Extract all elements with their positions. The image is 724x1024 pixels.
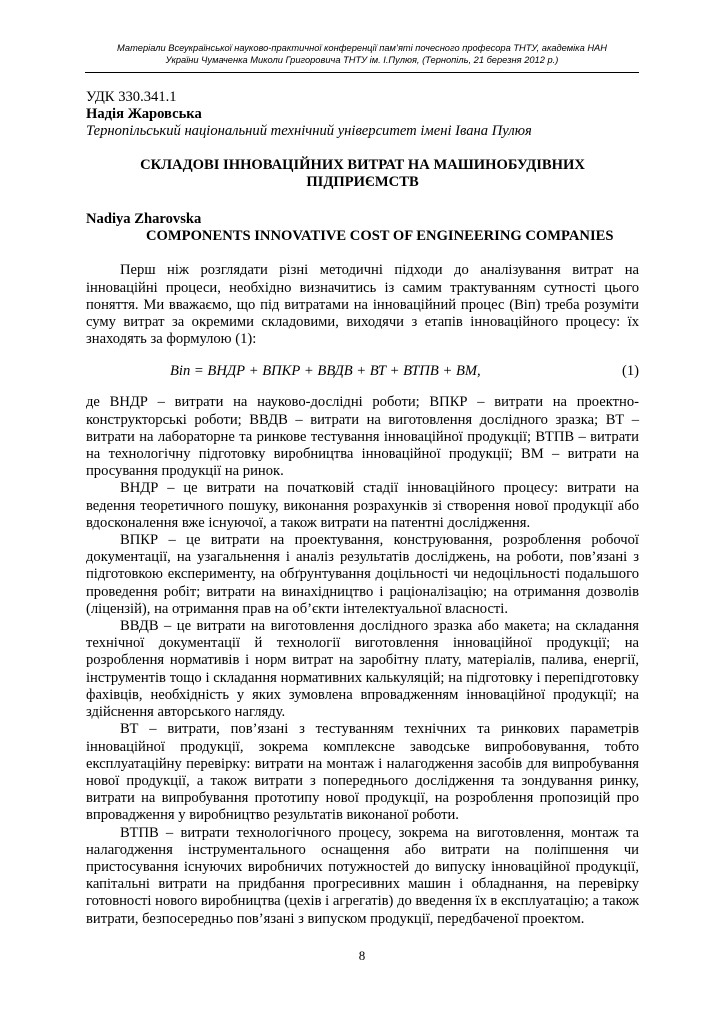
header-line-1: Матеріали Всеукраїнської науково-практичної конференції пам’яті почесного професора ТНТУ, академіка НАН	[117, 43, 607, 53]
paragraph-intro: Перш ніж розглядати різні методичні підходи до аналізування витрат на інноваційні процеси, необхідно визначитись із самим трактуванням сутності цього поняття. Ми вважаємо, що під витратами на інноваційний процес (Віп) треба розуміти суму витрат за окремими складовими, виходячи з етапів інноваційного процесу: їх знаходять за формулою (1):	[86, 262, 639, 348]
paragraph-definitions: де ВНДР – витрати на науково-дослідні роботи; ВПКР – витрати на проектно-конструкторські роботи; ВВДВ – витрати на виготовлення дослідного зразка; ВТ – витрати на лабораторне та ринкове тестування інноваційної продукції; ВТПВ – витрати на технологічну підготовку виробництва інноваційної продукції; ВМ – витрати на просування продукції на ринок.	[86, 394, 639, 480]
author-name-en: Nadiya Zharovska	[86, 211, 202, 228]
header-divider	[85, 72, 639, 73]
formula: Віп = ВНДР + ВПКР + ВВДВ + ВТ + ВТПВ + ВМ,	[170, 363, 481, 380]
header-line-2: України Чумаченка Миколи Григоровича ТНТУ ім. І.Пулюя, (Тернопіль, 21 березня 2012 р.)	[165, 55, 559, 65]
article-title-en: COMPONENTS INNOVATIVE COST OF ENGINEERING COMPANIES	[146, 228, 614, 245]
paragraph-vvdv: ВВДВ – це витрати на виготовлення дослідного зразка або макета; на складання технічної документації й технології виготовлення інноваційної продукції; на розроблення нормативів і норм витрат на заробітну плату, матеріалів, палива, енергії, інструментів тощо і складання нормативних калькуляцій; на підготовку і перепідготовку фахівців, необхідність у яких зумовлена впровадженням інноваційної продукції; на здійснення авторського нагляду.	[86, 618, 639, 721]
author-affiliation: Тернопільський національний технічний університет імені Івана Пулюя	[86, 123, 532, 140]
article-body	[86, 89, 639, 928]
author-name-ua: Надія Жаровська	[86, 106, 202, 123]
udc-code: УДК 330.341.1	[86, 89, 177, 105]
paragraph-vt: ВТ – витрати, пов’язані з тестуванням технічних та ринкових параметрів інноваційної продукції, зокрема комплексне заводське випробовування, тобто експлуатаційну перевірку: витрати на монтаж і налагодження засобів для випробування нової продукції, а також витрати з попереднього дослідження та зондування ринку, витрати на випробування прототипу нової продукції, на розроблення пропозицій про впровадження у виробництво результатів виконаної роботи.	[86, 721, 639, 824]
article-title-ua: СКЛАДОВІ ІННОВАЦІЙНИХ ВИТРАТ НА МАШИНОБУДІВНИХ ПІДПРИЄМСТВ	[140, 156, 585, 190]
formula-number: (1)	[621, 363, 639, 380]
paragraph-vndr: ВНДР – це витрати на початковій стадії інноваційного процесу: витрати на ведення теоретичного пошуку, виконання розрахунків зі створення нової продукції або вдосконалення вже існуючої, а також витрати на патентні дослідження.	[86, 480, 639, 531]
formula-block	[86, 360, 639, 384]
page-number: 8	[358, 948, 366, 963]
running-header	[88, 42, 636, 66]
paragraph-vtpv: ВТПВ – витрати технологічного процесу, зокрема на виготовлення, монтаж та налагодження інструментального оснащення або витрати на поліпшення чи пристосування існуючих виробничих потужностей до випуску інноваційної продукції, капітальні витрати на придбання прогресивних машин і обладнання, на перевірку готовності нового виробництва (цехів і агрегатів) до введення їх в експлуатацію; а також витрати, безпосередньо пов’язані з випуском продукції, передбаченої проектом.	[86, 824, 639, 927]
paragraph-vpkr: ВПКР – це витрати на проектування, конструювання, розроблення робочої документації, на узагальнення і аналіз результатів досліджень, на роботи, пов’язані з підготовкою експерименту, на обґрунтування доцільності чи недоцільності подальшого проведення робіт; витрати на винахідництво і раціоналізацію; на отримання дозволів (ліцензій), на отримання прав на об’єкти інтелектуальної власності.	[86, 532, 639, 617]
